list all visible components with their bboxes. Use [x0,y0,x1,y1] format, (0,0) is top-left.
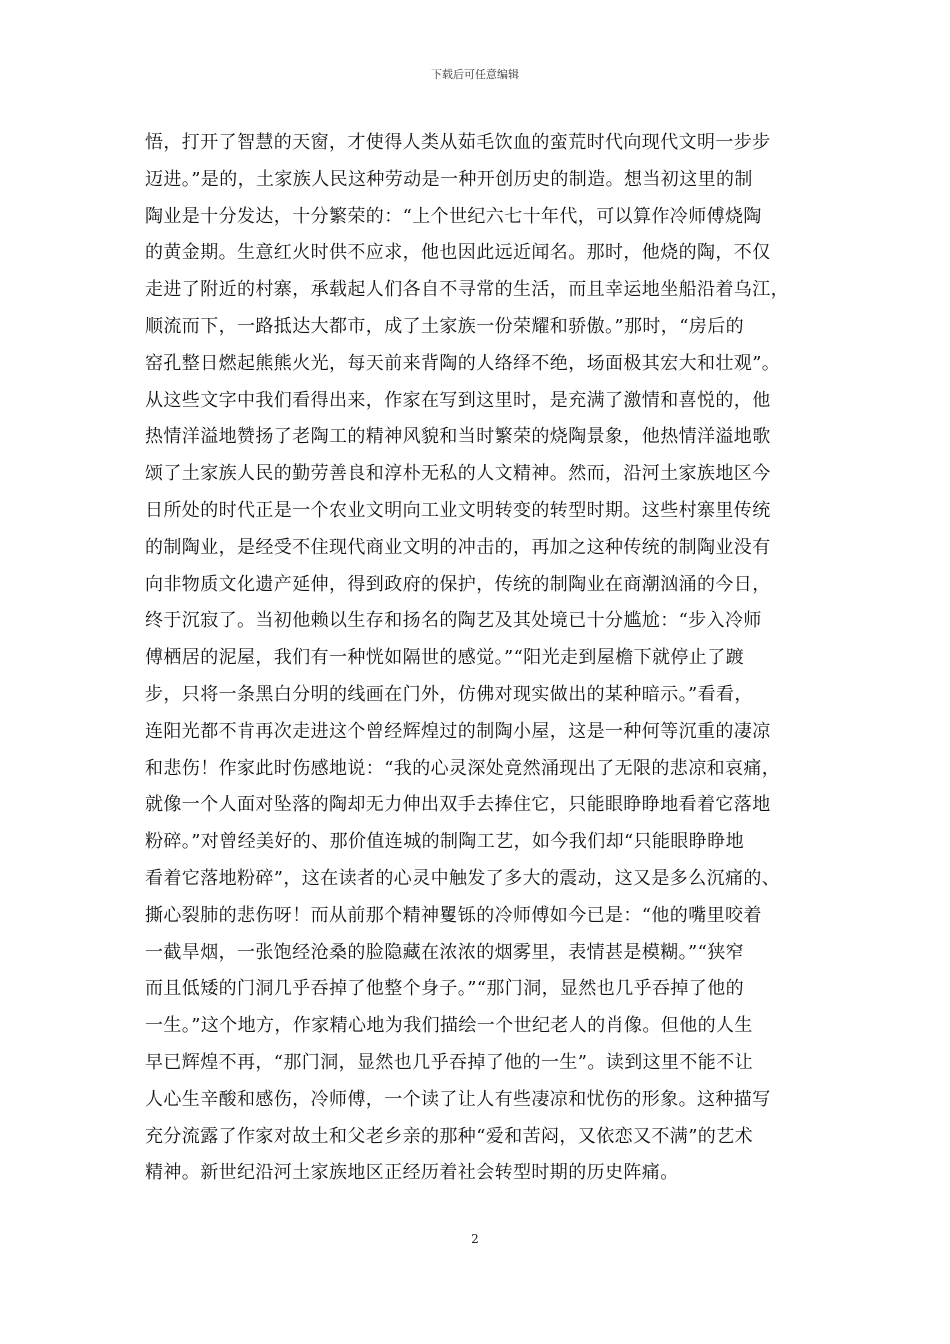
body-text [145,125,817,1192]
text-line: 一生。”这个地方，作家精心地为我们描绘一个世纪老人的肖像。但他的人生 [145,1015,753,1037]
text-line: 日所处的时代正是一个农业文明向工业文明转变的转型时期。这些村寨里传统 [145,499,771,521]
text-line: 顺流而下，一路抵达大都市，成了土家族一份荣耀和骄傲。”那时，“房后的 [145,315,745,337]
text-line: 和悲伤！作家此时伤感地说：“我的心灵深处竟然涌现出了无限的悲凉和哀痛， [145,757,781,779]
text-line: 迈进。”是的，土家族人民这种劳动是一种开创历史的制造。想当初这里的制 [145,168,753,190]
text-line: 的制陶业，是经受不住现代商业文明的冲击的，再加之这种传统的制陶业没有 [145,536,771,558]
text-line: 傅栖居的泥屋，我们有一种恍如隔世的感觉。”“阳光走到屋檐下就停止了踱 [145,647,745,669]
text-line: 陶业是十分发达，十分繁荣的：“上个世纪六七十年代，可以算作冷师傅烧陶 [145,205,762,227]
text-line: 粉碎。”对曾经美好的、那价值连城的制陶工艺，如今我们却“只能眼睁睁地 [145,831,745,853]
text-line: 就像一个人面对坠落的陶却无力伸出双手去捧住它，只能眼睁睁地看着它落地 [145,794,771,816]
text-line: 看着它落地粉碎”，这在读者的心灵中触发了多大的震动，这又是多么沉痛的、 [145,867,781,889]
text-line: 人心生辛酸和感伤，冷师傅，一个读了让人有些凄凉和忧伤的形象。这种描写 [145,1088,771,1110]
page-number: 2 [471,1232,479,1246]
text-line: 热情洋溢地赞扬了老陶工的精神风貌和当时繁荣的烧陶景象，他热情洋溢地歌 [145,426,771,448]
text-line: 终于沉寂了。当初他赖以生存和扬名的陶艺及其处境已十分尴尬：“步入冷师 [145,610,762,632]
text-line: 悟，打开了智慧的天窗，才使得人类从茹毛饮血的蛮荒时代向现代文明一步步 [145,132,771,153]
text-line: 早已辉煌不再，“那门洞，显然也几乎吞掉了他的一生”。读到这里不能不让 [145,1051,754,1073]
text-line: 的黄金期。生意红火时供不应求，他也因此远近闻名。那时，他烧的陶，不仅 [145,242,771,264]
text-line: 颂了土家族人民的勤劳善良和淳朴无私的人文精神。然而，沿河土家族地区今 [145,463,771,485]
text-line: 从这些文字中我们看得出来，作家在写到这里时，是充满了激情和喜悦的，他 [145,389,771,411]
text-line: 向非物质文化遗产延伸，得到政府的保护，传统的制陶业在商潮汹涌的今日， [145,573,771,595]
text-line: 窑孔整日燃起熊熊火光，每天前来背陶的人络绎不绝，场面极其宏大和壮观”。 [145,352,781,374]
text-line: 充分流露了作家对故土和父老乡亲的那种“爱和苦闷，又依恋又不满”的艺术 [145,1125,754,1147]
text-line: 步，只将一条黑白分明的线画在门外，仿佛对现实做出的某种暗示。”看看， [145,683,753,705]
page-header: 下载后可任意编辑 [431,68,519,81]
text-line: 撕心裂肺的悲伤呀！而从前那个精神矍铄的冷师傅如今已是：“他的嘴里咬着 [145,904,762,926]
text-line: 而且低矮的门洞几乎吞掉了他整个身子。”“那门洞，显然也几乎吞掉了他的 [145,978,745,1000]
text-line: 精神。新世纪沿河土家族地区正经历着社会转型时期的历史阵痛。 [145,1162,679,1184]
text-line: 一截旱烟，一张饱经沧桑的脸隐藏在浓浓的烟雾里，表情甚是模糊。”“狭窄 [145,941,745,963]
text-line: 连阳光都不肯再次走进这个曾经辉煌过的制陶小屋，这是一种何等沉重的凄凉 [145,720,771,742]
text-line: 走进了附近的村寨，承载起人们各自不寻常的生活，而且幸运地坐船沿着乌江， [145,279,789,301]
